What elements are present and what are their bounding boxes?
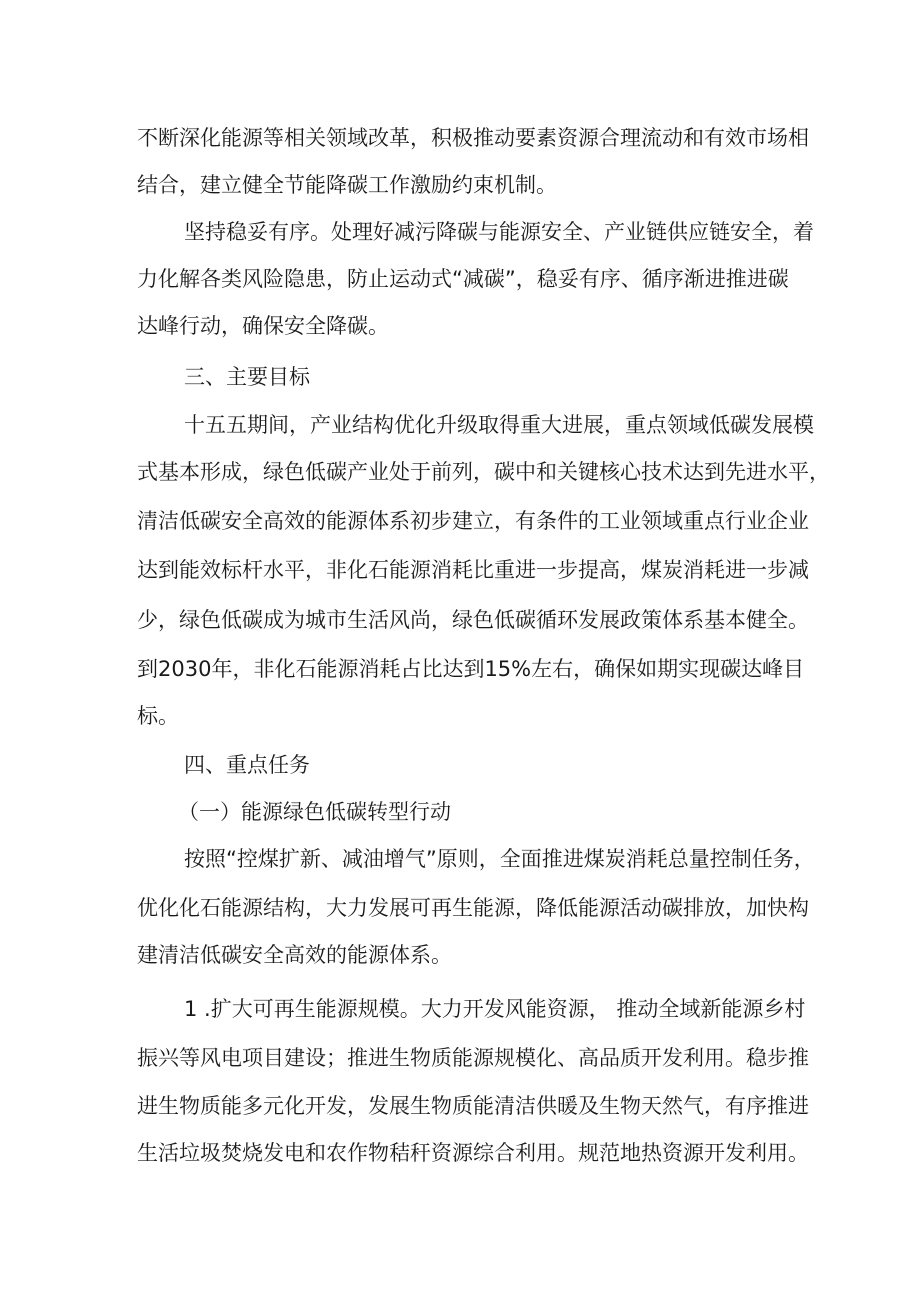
body-text-line: 建清洁低碳安全高效的能源体系。	[137, 943, 452, 967]
paragraph-start-line: 十五五期间，产业结构优化升级取得重大进展，重点领域低碳发展模	[184, 413, 814, 437]
body-text-line: 力化解各类风险隐患，防止运动式“减碳”，稳妥有序、循序渐进推进碳	[137, 267, 789, 291]
subsection-heading-energy-action: （一）能源绿色低碳转型行动	[178, 800, 451, 824]
body-text-line: 振兴等风电项目建设；推进生物质能源规模化、高品质开发利用。稳步推	[137, 1046, 809, 1070]
body-text-line: 标。	[137, 704, 179, 728]
body-text-line: 到2030年，非化石能源消耗占比达到15%左右，确保如期实现碳达峰目	[137, 657, 805, 681]
body-text-line: 结合，建立健全节能降碳工作激励约束机制。	[137, 173, 557, 197]
body-text-line: 生活垃圾焚烧发电和农作物秸秆资源综合利用。规范地热资源开发利用。	[137, 1141, 809, 1165]
body-text-line: 式基本形成，绿色低碳产业处于前列，碳中和关键核心技术达到先进水平，	[137, 460, 830, 484]
paragraph-start-line: 按照“控煤扩新、减油增气”原则，全面推进煤炭消耗总量控制任务，	[184, 847, 815, 871]
body-text-line: 达峰行动，确保安全降碳。	[137, 314, 389, 338]
paragraph-start-line: 坚持稳妥有序。处理好减污降碳与能源安全、产业链供应链安全，着	[184, 220, 814, 244]
body-text-line: 清洁低碳安全高效的能源体系初步建立，有条件的工业领域重点行业企业	[137, 509, 809, 533]
paragraph-start-line: 1 .扩大可再生能源规模。大力开发风能资源， 推动全域新能源乡村	[184, 997, 806, 1021]
body-text-line: 进生物质能多元化开发，发展生物质能清洁供暖及生物天然气，有序推进	[137, 1094, 809, 1118]
section-heading-main-targets: 三、主要目标	[184, 365, 310, 389]
body-text-line: 少，绿色低碳成为城市生活风尚，绿色低碳循环发展政策体系基本健全。	[137, 608, 809, 632]
body-text-line: 优化化石能源结构，大力发展可再生能源，降低能源活动碳排放，加快构	[137, 896, 809, 920]
body-text-line: 不断深化能源等相关领域改革，积极推动要素资源合理流动和有效市场相	[137, 126, 809, 150]
body-text-line: 达到能效标杆水平，非化石能源消耗比重进一步提高，煤炭消耗进一步减	[137, 558, 809, 582]
section-heading-key-tasks: 四、重点任务	[184, 753, 310, 777]
